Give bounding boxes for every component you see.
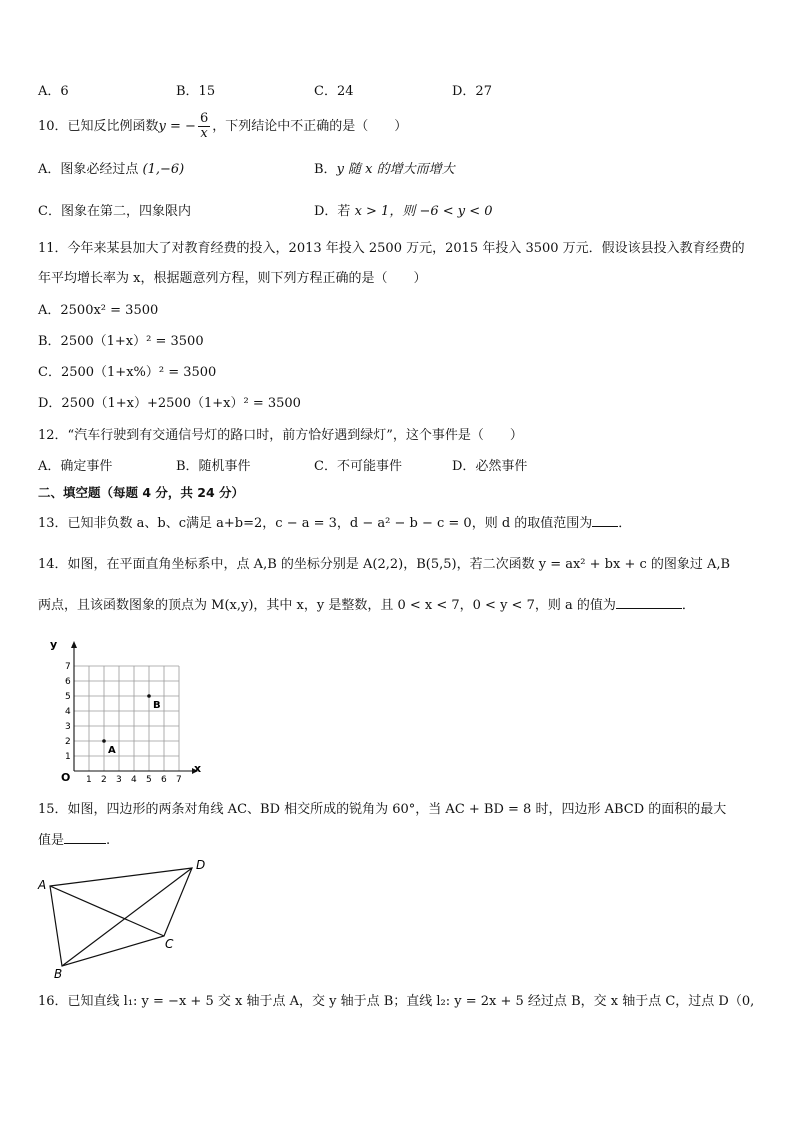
- q16-stem: 16．已知直线 l₁: y = −x + 5 交 x 轴于点 A，交 y 轴于点 B；直线 l₂: y = 2x + 5 经过点 B，交 x 轴于点 C，过点 D（0,: [38, 994, 755, 1009]
- q10-option-a-math: (1,−6): [138, 162, 185, 177]
- q10-option-c: [38, 203, 191, 221]
- q14-x-tick-label: 5: [146, 775, 152, 782]
- q13-end: ．: [618, 516, 632, 531]
- q10-option-a-label: A．图象必经过点: [38, 162, 139, 177]
- q9-option-a: A．6: [38, 84, 69, 99]
- q10-frac-num: 6: [199, 111, 209, 126]
- q14-line2-text: 两点，且该函数图象的顶点为 M(x,y)，其中 x，y 是整数，且 0 < x < 7，0 < y < 7，则 a 的值为: [38, 598, 616, 613]
- q14-line1: 14．如图，在平面直角坐标系中，点 A,B 的坐标分别是 A(2,2)，B(5,5)，若二次函数 y = ax² + bx + c 的图象过 A,B: [38, 557, 731, 572]
- q10-frac-den: x: [200, 126, 208, 141]
- q15-diagonal-bd: [62, 868, 192, 966]
- q14-x-label: x: [194, 762, 202, 775]
- q14-x-tick-label: 3: [116, 775, 122, 782]
- q14-point-b: [147, 694, 151, 698]
- q10-option-b-label: B．: [314, 162, 337, 177]
- q12-option-b: B．随机事件: [176, 459, 251, 474]
- q14-point-a: [102, 739, 106, 743]
- q14-y-label: y: [50, 638, 58, 651]
- q14-point-a-label: A: [108, 745, 116, 756]
- q14-y-tick-label: 1: [65, 752, 71, 762]
- q14-x-tick-label: 1: [86, 775, 92, 782]
- q14-line2: [38, 597, 695, 615]
- q11-option-a: A．2500x² = 3500: [38, 303, 159, 318]
- q15-line2-text: 值是: [38, 833, 65, 848]
- q10-option-a: [38, 161, 184, 179]
- q14-x-tick-label: 2: [101, 775, 107, 782]
- q10-option-d: [314, 203, 493, 221]
- q10-option-c-label: C．图象在第二，四象限内: [38, 204, 191, 219]
- q14-grid: [74, 666, 179, 771]
- q10-suffix: ，下列结论中不正确的是（ ）: [212, 119, 408, 134]
- q9-option-b: B．15: [176, 84, 216, 99]
- q10-prefix: 10．已知反比例函数: [38, 119, 159, 134]
- q14-x-tick-label: 7: [176, 775, 182, 782]
- q14-x-tick-label: 4: [131, 775, 137, 782]
- q11-line2: 年平均增长率为 x，根据题意列方程，则下列方程正确的是（ ）: [38, 271, 427, 286]
- q15-diagonal-ac: [50, 886, 164, 936]
- q14-y-tick-label: 5: [65, 692, 71, 702]
- q10-option-d-math: x > 1，则 −6 < y < 0: [354, 204, 493, 219]
- q15-label-b: B: [54, 967, 63, 980]
- q14-origin-label: O: [61, 771, 71, 782]
- q9-option-c: C．24: [314, 84, 354, 99]
- q11-line1: 11．今年来某县加大了对教育经费的投入，2013 年投入 2500 万元，2015 年投入 3500 万元．假设该县投入教育经费的: [38, 241, 745, 256]
- q10-option-d-label: D．若: [314, 204, 355, 219]
- q13-text: 13．已知非负数 a、b、c满足 a+b=2，c − a = 3，d − a² − b − c = 0，则 d 的取值范围为: [38, 516, 593, 531]
- q14-y-tick-label: 7: [65, 662, 71, 672]
- q15-label-a: A: [38, 878, 47, 892]
- q15-quadrilateral-figure: [34, 856, 216, 980]
- q11-option-b: B．2500（1+x）² = 3500: [38, 334, 204, 349]
- q11-option-d: D．2500（1+x）+2500（1+x）² = 3500: [38, 396, 301, 411]
- q15-answer-blank[interactable]: [64, 843, 106, 844]
- q10-option-b-math: y 随 x 的增大而增大: [336, 162, 455, 177]
- q14-point-b-label: B: [153, 700, 161, 711]
- q12-stem: 12．“汽车行驶到有交通信号灯的路口时，前方恰好遇到绿灯”，这个事件是（ ）: [38, 428, 523, 443]
- q15-label-d: D: [196, 858, 206, 872]
- q11-option-c: C．2500（1+x%）² = 3500: [38, 365, 217, 380]
- q15-end: .: [106, 833, 111, 848]
- q14-x-tick-label: 6: [161, 775, 167, 782]
- q14-y-tick-label: 2: [65, 737, 71, 747]
- q14-y-tick-label: 6: [65, 677, 71, 687]
- q14-y-tick-label: 3: [65, 722, 71, 732]
- q12-option-a: A．确定事件: [38, 459, 113, 474]
- q12-option-c: C．不可能事件: [314, 459, 402, 474]
- q13-answer-blank[interactable]: [592, 526, 618, 527]
- q12-option-d: D．必然事件: [452, 459, 528, 474]
- q14-y-tick-label: 4: [65, 707, 71, 717]
- q14-y-arrow-icon: [71, 641, 77, 648]
- q15-line2: [38, 832, 110, 850]
- q14-answer-blank[interactable]: [616, 608, 682, 609]
- q9-option-d: D．27: [452, 84, 492, 99]
- q14-end: ．: [681, 598, 695, 613]
- q14-coordinate-figure: [44, 636, 210, 782]
- section-2-heading: 二、填空题（每题 4 分，共 24 分）: [38, 485, 245, 500]
- q10-fraction: [198, 112, 210, 141]
- q15-line1: 15．如图，四边形的两条对角线 AC、BD 相交所成的锐角为 60°，当 AC + BD = 8 时，四边形 ABCD 的面积的最大: [38, 802, 727, 817]
- q10-option-b: [314, 161, 455, 179]
- q13-stem: [38, 515, 631, 533]
- q10-stem: [38, 112, 407, 141]
- q15-label-c: C: [165, 937, 174, 951]
- q10-func-lhs: y = −: [158, 119, 196, 134]
